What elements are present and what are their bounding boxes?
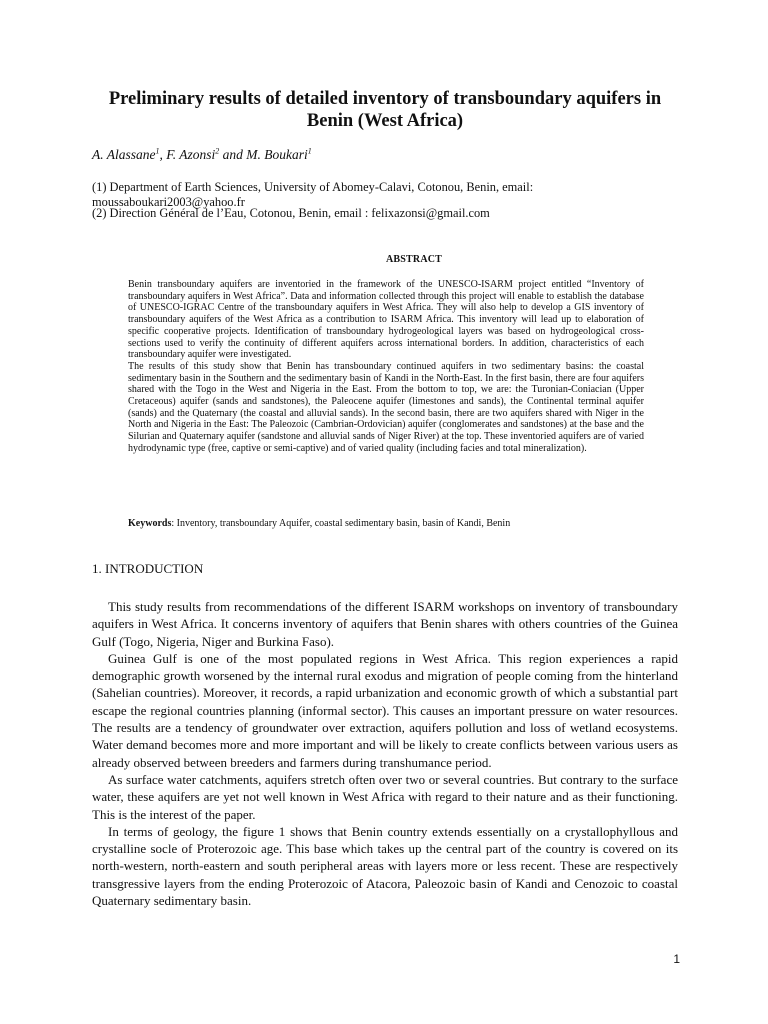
affiliation-line: (1) Department of Earth Sciences, University of Abomey-Calavi, Cotonou, Benin, email:: [92, 180, 534, 194]
abstract-paragraph: Benin transboundary aquifers are inventoried in the framework of the UNESCO-ISARM project entitled “Inventory of transboundary aquifers in West Africa”. Data and information collected through this project will enable to establish the database of UNESCO-IGRAC Centre of the transboundary aquifers in West Africa. They will also help to develop a GIS inventory of transboundary aquifers of the West Africa as a contribution to ISARM Africa. This inventory will lead up to elaboration of specific cooperative projects. Identification of transboundary hydrogeological layers was based on hydrogeological cross-sections used to verify the continuity of different aquifers across international borders. In addition, characteristics of each transboundary aquifer were investigated.: [128, 279, 644, 361]
abstract-heading: ABSTRACT: [385, 254, 443, 265]
author-affiliation-mark: 1: [307, 146, 312, 156]
author-name: A. Alassane: [92, 147, 156, 162]
keywords-label: Keywords: [128, 518, 172, 529]
body-paragraph: Guinea Gulf is one of the most populated regions in West Africa. This region experiences a rapid demographic growth worsened by the internal rural exodus and migration of people coming from the hinterland (Sahelian countries). Moreover, it records, a rapid urbanization and economic growth of which a substantial part escape the regional countries planning (informal sector). This causes an important pressure on water resources. The results are a tendency of groundwater over extraction, aquifers pollution and loss of wetland ecosystems. Water demand becomes more and more important and will be likely to create conflicts between various users as already observed between breeders and farmers during transhumance period.: [92, 650, 678, 770]
abstract-paragraph: The results of this study show that Benin has transboundary continued aquifers in two sedimentary basins: the coastal sedimentary basin in the Southern and the sedimentary basin of Kandi in the North-East. In the first basin, there are four aquifers shared with the Togo in the West and Nigeria in the East. From the bottom to top, we are: the Turonian-Coniacian (Upper Cretaceous) aquifer (sands and sandstones), the Paleocene aquifer (limestones and sands), the Continental terminal aquifer (sands) and the Quaternary (the coastal and alluvial sands). In the second basin, there are two aquifers shared with Niger in the North and Nigeria in the East: The Paleozoic (Cambrian-Ordovician) aquifer (conglomerates and sandstones) at the base and the Silurian and Quaternary aquifer (sandstone and alluvial sands of Niger River) at the top. These inventoried aquifers are of varied hydrodynamic type (free, captive or semi-captive) and of varied quality (including facies and total mineralization).: [128, 360, 644, 454]
keywords-text: : Inventory, transboundary Aquifer, coastal sedimentary basin, basin of Kandi, Benin: [171, 518, 511, 529]
author-list: [92, 147, 312, 163]
author-separator: and: [219, 147, 247, 162]
author-name: M. Boukari: [246, 147, 308, 162]
author-affiliation-mark: 2: [215, 146, 220, 156]
body-paragraph: This study results from recommendations of the different ISARM workshops on inventory of transboundary aquifers in West Africa. It concerns inventory of aquifers that Benin shares with others countries of the Guinea Gulf (Togo, Nigeria, Niger and Burkina Faso).: [92, 599, 678, 649]
section-heading: 1. INTRODUCTION: [92, 561, 204, 576]
body-paragraph: In terms of geology, the figure 1 shows that Benin country extends essentially on a crystallophyllous and crystalline socle of Proterozoic age. This base which takes up the central part of the country is covered on its north-western, north-eastern and south peripheral areas with layers more or less recent. These are respectively transgressive layers from the ending Proterozoic of Atacora, Paleozoic basin of Kandi and Cenozoic to coastal Quaternary sedimentary basin.: [92, 823, 678, 909]
author-separator: ,: [159, 147, 167, 162]
body-paragraph: As surface water catchments, aquifers stretch often over two or several countries. But contrary to the surface water, these aquifers are yet not well known in West Africa with regard to their nature and as their functioning. This is the interest of the paper.: [92, 771, 678, 822]
affiliation-line: moussaboukari2003@yahoo.fr: [92, 195, 245, 209]
abstract: [128, 279, 644, 455]
author-affiliation-mark: 1: [155, 146, 160, 156]
introduction-body: [92, 598, 678, 909]
page-number: 1: [673, 952, 680, 966]
affiliation-line: (2) Direction Général de l’Eau, Cotonou, Benin, email : felixazonsi@gmail.com: [92, 206, 490, 220]
keywords: [128, 518, 648, 530]
author-name: F. Azonsi: [166, 147, 216, 162]
paper-title: Preliminary results of detailed inventory of transboundary aquifers in Benin (West Africa): [108, 89, 662, 131]
